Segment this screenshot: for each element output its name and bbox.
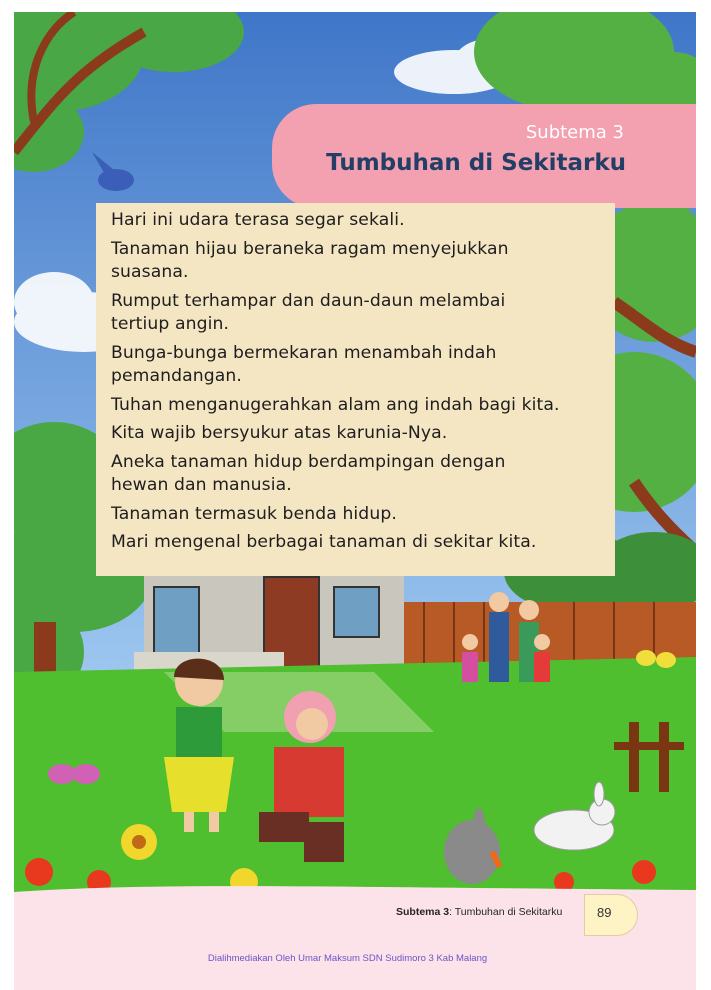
book-page <box>14 12 696 990</box>
story-line: Tanaman hijau beraneka ragam menyejukkan <box>111 238 509 259</box>
footer-subtema: Subtema 3 <box>396 906 450 918</box>
story-line: suasana. <box>111 262 189 282</box>
story-paragraph <box>111 290 605 337</box>
page-title: Tumbuhan di Sekitarku <box>326 150 626 176</box>
subtema-label: Subtema 3 <box>525 122 624 143</box>
footer-section <box>396 906 562 918</box>
story-line: hewan dan manusia. <box>111 475 292 496</box>
story-paragraph <box>111 394 605 417</box>
story-paragraph <box>111 503 605 526</box>
story-line: pemandangan. <box>111 366 242 386</box>
house <box>134 572 404 672</box>
story-textbox <box>96 203 615 576</box>
credit-text: Dialihmediakan Oleh Umar Maksum SDN Sudimoro 3 Kab Malang <box>207 953 488 964</box>
story-paragraph <box>111 209 605 232</box>
story-line: Aneka tanaman hidup berdampingan dengan <box>111 451 506 472</box>
story-paragraph <box>111 451 605 498</box>
story-paragraph <box>111 238 605 285</box>
footer-title: : Tumbuhan di Sekitarku <box>449 906 563 918</box>
story-line: Tuhan menganugerahkan alam ang indah bagi kita. <box>111 394 560 415</box>
story-line: Rumput terhampar dan daun-daun melambai <box>111 290 506 311</box>
story-paragraph <box>111 531 605 554</box>
story-line: Bunga-bunga bermekaran menambah indah <box>111 342 497 363</box>
story-paragraph <box>111 342 605 389</box>
story-line: tertiup angin. <box>111 314 230 334</box>
page-number-tab <box>584 894 638 936</box>
story-line: Kita wajib bersyukur atas karunia-Nya. <box>111 423 448 444</box>
page-number: 89 <box>597 905 612 920</box>
subtema-banner <box>272 104 696 208</box>
story-paragraph <box>111 422 605 445</box>
story-line: Mari mengenal berbagai tanaman di sekitar kita. <box>111 532 537 553</box>
story-line: Tanaman termasuk benda hidup. <box>111 503 397 524</box>
story-line: Hari ini udara terasa segar sekali. <box>111 210 405 230</box>
